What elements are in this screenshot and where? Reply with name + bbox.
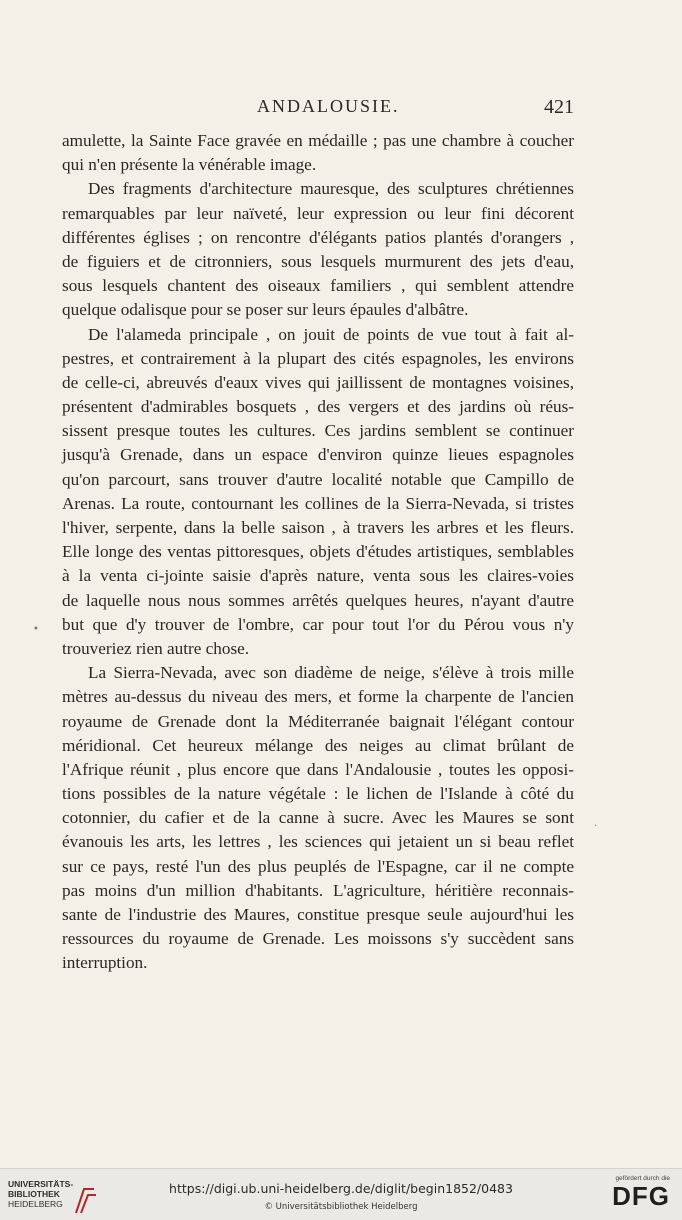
text-line: ressources du royaume de Grenade. Les moissons s'y succèdent sans [62, 929, 574, 949]
text-line: sous lesquels chantent des oiseaux familiers , qui semblent attendre [62, 276, 574, 296]
text-line: de figuiers et de citronniers, sous lesquels murmurent des jets d'eau, [62, 251, 574, 271]
text-line: tions possibles de la nature végétale : le lichen de l'Islande à côté du [62, 784, 574, 804]
viewer-footer [0, 1168, 682, 1220]
library-name-line: BIBLIOTHEK [8, 1189, 60, 1199]
text-line: jusqu'à Grenade, dans un espace d'environ quinze lieues espagnoles [62, 445, 574, 465]
permalink-url[interactable]: https://digi.ub.uni-heidelberg.de/diglit/begin1852/0483 [169, 1181, 513, 1196]
text-line: sur ce pays, resté l'un des plus peuplés de l'Espagne, car il ne compte [62, 856, 574, 876]
margin-mark: • [33, 624, 39, 635]
text-line: présentent d'admirables bosquets , des vergers et des jardins où réus- [62, 397, 574, 417]
text-line: interruption. [62, 953, 148, 973]
text-line: l'Afrique réunit , plus encore que dans l'Andalousie , toutes les opposi- [62, 759, 574, 779]
text-line: Des fragments d'architecture mauresque, des sculptures chrétiennes [88, 179, 574, 199]
text-line: La Sierra-Nevada, avec son diadème de neige, s'élève à trois mille [88, 663, 574, 683]
library-name-line: UNIVERSITÄTS- [8, 1179, 74, 1189]
dfg-wordmark: DFG [612, 1181, 670, 1211]
text-line: l'hiver, serpente, dans la belle saison , à travers les arbres et les fleurs. [62, 518, 574, 537]
text-line: sissent presque toutes les cultures. Ces jardins semblent se continuer [62, 421, 574, 441]
running-head [62, 96, 574, 120]
text-line: de celle-ci, abreuvés d'eaux vives qui jaillissent de montagnes voisines, [62, 372, 574, 392]
funding-note: gefördert durch die [615, 1175, 670, 1182]
body-text [62, 129, 574, 976]
text-line: différentes églises ; on rencontre d'élégants patios plantés d'orangers , [62, 227, 574, 247]
text-line: quelque odalisque pour se poser sur leurs épaules d'albâtre. [62, 300, 469, 320]
text-line: évanouis les arts, les lettres , les sciences qui jetaient un si beau reflet [62, 832, 574, 852]
text-line: De l'alameda principale , on jouit de points de vue tout à fait al- [88, 324, 574, 344]
library-name-line: HEIDELBERG [8, 1199, 63, 1209]
running-title: ANDALOUSIE. [257, 96, 400, 116]
text-line: méridional. Cet heureux mélange des neiges au climat brûlant de [62, 735, 574, 755]
text-line: Arenas. La route, contournant les collines de la Sierra-Nevada, si tristes [62, 493, 574, 513]
margin-mark: . [594, 818, 598, 829]
text-line: but que d'y trouver de l'ombre, car pour tout l'or du Pérou vous n'y [62, 614, 574, 634]
text-line: Elle longe des ventas pittoresques, objets d'études artistiques, semblables [62, 542, 574, 562]
dfg-logo[interactable] [608, 1175, 670, 1210]
text-line: trouveriez rien autre chose. [62, 638, 250, 658]
text-line: cotonnier, du cafier et de la canne à sucre. Avec les Maures se sont [62, 808, 574, 828]
text-line: remarquables par leur naïveté, leur expression ou leur fini décorent [62, 203, 574, 223]
text-line: mètres au-dessus du niveau des mers, et forme la charpente de l'ancien [62, 687, 574, 707]
text-line: royaume de Grenade dont la Méditerranée baignait l'élégant contour [62, 711, 574, 731]
copyright-notice: © Universitätsbibliothek Heidelberg [264, 1202, 418, 1212]
text-line: sante de l'industrie des Maures, constitue presque seule aujourd'hui les [62, 905, 574, 924]
text-line: qu'on parcourt, sans trouver d'autre localité notable que Campillo de [62, 469, 574, 489]
text-line: qui n'en présente la vénérable image. [62, 155, 317, 175]
text-line: pestres, et contrairement à la plupart des cités espagnoles, les environs [62, 348, 574, 368]
text-line: pas moins d'un million d'habitants. L'agriculture, héritière reconnais- [62, 880, 574, 900]
page-number: 421 [544, 96, 574, 118]
text-line: amulette, la Sainte Face gravée en médaille ; pas une chambre à coucher [62, 131, 574, 150]
text-line: de laquelle nous nous sommes arrêtés quelques heures, n'ayant d'autre [62, 590, 574, 610]
text-line: à la venta ci-jointe saisie d'après nature, venta sous les claires-voies [62, 566, 574, 586]
